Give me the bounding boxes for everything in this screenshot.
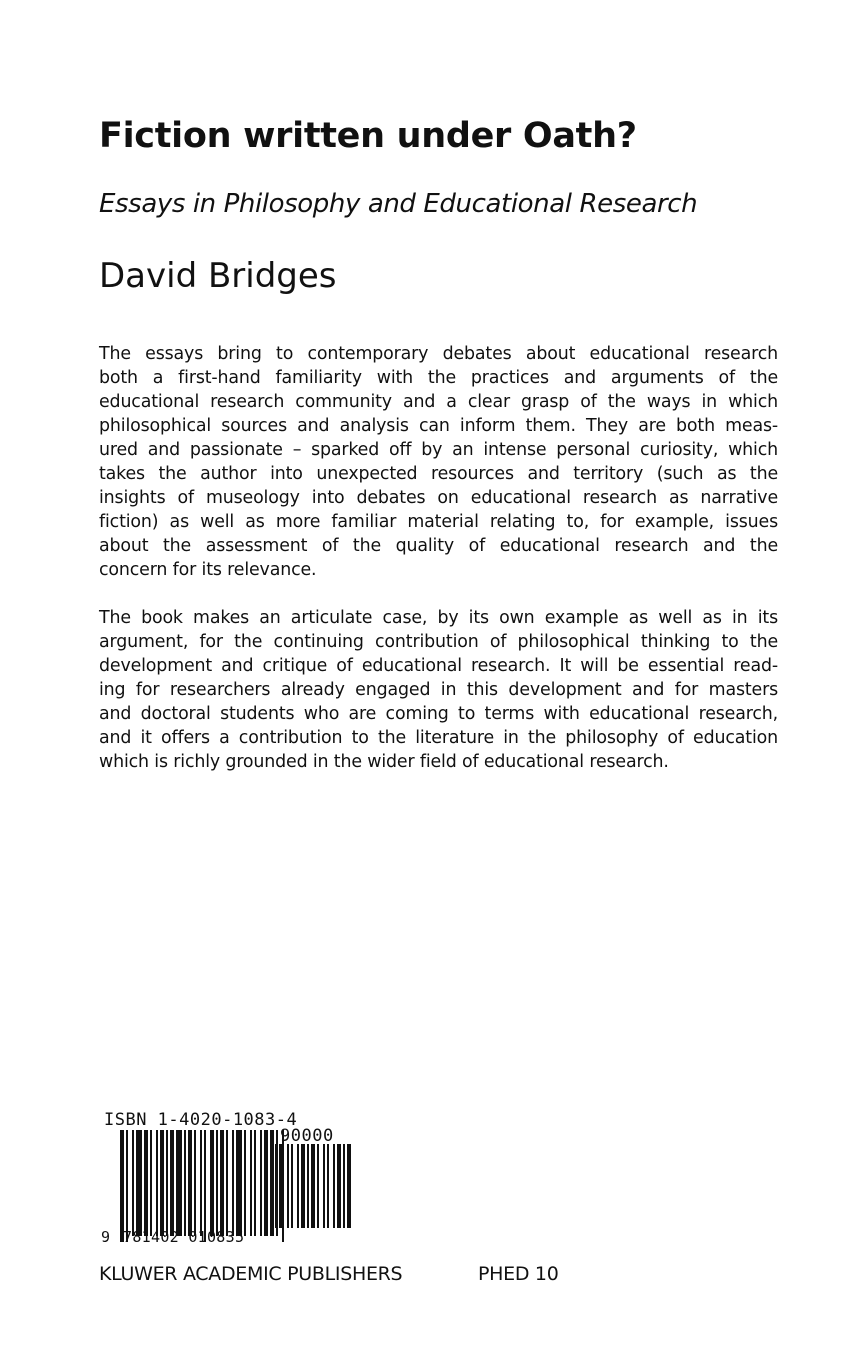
addon-bar — [347, 1144, 351, 1228]
barcode-bar — [188, 1130, 192, 1236]
blurb-line: philosophical sources and analysis can inform them. They are both meas- — [99, 416, 778, 436]
barcode-bar — [176, 1130, 182, 1236]
blurb-line: insights of museology into debates on educational research as narrative — [99, 488, 778, 508]
blurb-line: The book makes an articulate case, by its own example as well as in its — [99, 608, 778, 628]
addon-bar — [307, 1144, 309, 1228]
blurb-line: fiction) as well as more familiar material relating to, for example, issues — [99, 512, 778, 532]
price-code: 90000 — [280, 1126, 334, 1146]
addon-bar — [279, 1144, 283, 1228]
barcode-bar — [220, 1130, 224, 1236]
addon-bar — [301, 1144, 305, 1228]
addon-bar — [311, 1144, 315, 1228]
barcode-bar — [184, 1130, 186, 1236]
barcode-bar — [200, 1130, 202, 1236]
isbn-label: ISBN 1-4020-1083-4 — [104, 1110, 298, 1130]
ean-bars — [120, 1130, 284, 1242]
addon-bar — [343, 1144, 345, 1228]
barcode-bar — [236, 1130, 242, 1236]
ean-lead-digit: 9 — [101, 1228, 111, 1246]
blurb-line: both a first-hand familiarity with the practices and arguments of the — [99, 368, 778, 388]
blurb-line: educational research community and a clear grasp of the ways in which — [99, 392, 778, 412]
blurb-paragraph-1 — [99, 342, 778, 582]
barcode-bar — [160, 1130, 164, 1236]
barcode-bar — [226, 1130, 228, 1236]
addon-bar — [323, 1144, 325, 1228]
barcode-bar — [216, 1130, 218, 1236]
addon-bar — [333, 1144, 335, 1228]
barcode-bar — [136, 1130, 142, 1236]
blurb-line: about the assessment of the quality of educational research and the — [99, 536, 778, 556]
blurb-paragraph-2 — [99, 606, 778, 774]
barcode-bar — [260, 1130, 262, 1236]
addon-bar — [291, 1144, 293, 1228]
blurb-line: and it offers a contribution to the literature in the philosophy of education — [99, 728, 778, 748]
barcode-bar — [166, 1130, 168, 1236]
author-name: David Bridges — [99, 256, 337, 296]
barcode-bar — [150, 1130, 152, 1236]
barcode-bar — [244, 1130, 246, 1236]
blurb-line: which is richly grounded in the wider field of educational research. — [99, 752, 669, 772]
addon-bar — [317, 1144, 319, 1228]
addon-bar — [297, 1144, 299, 1228]
ean-digits: 781402 010835 — [123, 1228, 245, 1246]
barcode-bar — [270, 1130, 274, 1236]
blurb-line: development and critique of educational research. It will be essential read- — [99, 656, 778, 676]
blurb-line: and doctoral students who are coming to terms with educational research, — [99, 704, 778, 724]
barcode-bar — [194, 1130, 196, 1236]
barcode-bar — [250, 1130, 252, 1236]
book-subtitle: Essays in Philosophy and Educational Research — [99, 189, 698, 219]
blurb-line: argument, for the continuing contribution of philosophical thinking to the — [99, 632, 778, 652]
barcode-bar — [126, 1130, 128, 1242]
barcode-bar — [144, 1130, 148, 1236]
addon-bar — [327, 1144, 329, 1228]
barcode-bar — [204, 1130, 206, 1242]
barcode-bar — [210, 1130, 214, 1236]
addon-bar — [287, 1144, 289, 1228]
barcode-bar — [120, 1130, 124, 1242]
barcode-bar — [264, 1130, 268, 1236]
book-title: Fiction written under Oath? — [99, 116, 637, 156]
barcode-bar — [254, 1130, 256, 1236]
barcode-bar — [232, 1130, 234, 1236]
blurb-line: The essays bring to contemporary debates about educational research — [99, 344, 778, 364]
addon-bar — [275, 1144, 277, 1228]
addon-bars — [275, 1144, 351, 1228]
blurb-line: takes the author into unexpected resources and territory (such as the — [99, 464, 778, 484]
addon-bar — [337, 1144, 341, 1228]
blurb-line: ing for researchers already engaged in this development and for masters — [99, 680, 778, 700]
series-code: PHED 10 — [478, 1263, 559, 1285]
blurb-line: concern for its relevance. — [99, 560, 317, 580]
publisher-name: KLUWER ACADEMIC PUBLISHERS — [99, 1263, 403, 1285]
barcode-bar — [132, 1130, 134, 1236]
blurb-line: ured and passionate – sparked off by an intense personal curiosity, which — [99, 440, 778, 460]
barcode-bar — [170, 1130, 174, 1236]
barcode-bar — [156, 1130, 158, 1236]
